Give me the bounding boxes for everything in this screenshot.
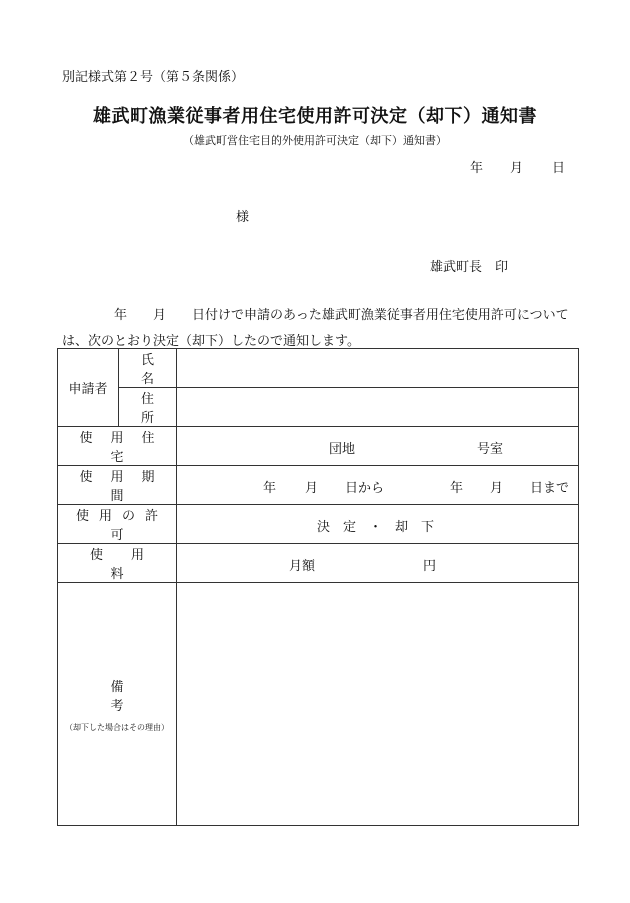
period-from-day-label: 日から	[345, 480, 385, 496]
table-row	[58, 388, 579, 427]
period-from-month-label: 月	[305, 480, 319, 496]
permission-label: 使用の許可	[58, 505, 177, 544]
period-to-day-label: 日まで	[530, 480, 570, 496]
address-value-cell[interactable]	[177, 388, 579, 427]
remarks-label-cell	[58, 583, 177, 826]
period-value-cell[interactable]	[177, 466, 579, 505]
fee-label: 使用料	[58, 544, 177, 583]
fee-yen-label: 円	[423, 558, 437, 574]
address-label: 住所	[119, 388, 177, 427]
date-month-label: 月	[510, 161, 524, 176]
table-row	[58, 427, 579, 466]
issuer-name-seal: 雄武町長 印	[430, 260, 509, 275]
fee-monthly-label: 月額	[289, 558, 316, 574]
table-row	[58, 466, 579, 505]
remarks-note: （却下した場合はその理由）	[65, 722, 169, 732]
document-subtitle: （雄武町営住宅目的外使用許可決定（却下）通知書）	[183, 134, 447, 147]
permission-value: 決 定 ・ 却 下	[317, 519, 435, 535]
addressee-honorific: 様	[236, 210, 250, 225]
housing-danchi-label: 団地	[329, 441, 356, 457]
notice-table	[57, 348, 579, 826]
period-to-year-label: 年	[450, 480, 464, 496]
table-row	[58, 583, 579, 826]
housing-label: 使用住宅	[58, 427, 177, 466]
table-row	[58, 349, 579, 388]
date-year-label: 年	[470, 161, 484, 176]
name-label: 氏名	[119, 349, 177, 388]
period-from-year-label: 年	[263, 480, 277, 496]
document-title: 雄武町漁業従事者用住宅使用許可決定（却下）通知書	[93, 106, 537, 127]
form-number: 別記様式第２号（第５条関係）	[62, 70, 245, 85]
applicant-label: 申請者	[58, 349, 119, 427]
table-row	[58, 505, 579, 544]
name-value-cell[interactable]	[177, 349, 579, 388]
housing-room-label: 号室	[477, 441, 504, 457]
permission-value-cell[interactable]	[177, 505, 579, 544]
remarks-label: 備考	[110, 679, 162, 714]
table-row	[58, 544, 579, 583]
remarks-value-cell[interactable]	[177, 583, 579, 826]
notice-body-text: 年 月 日付けで申請のあった雄武町漁業従事者用住宅使用許可については、次のとおり決定（却下）したので通知します。	[62, 308, 569, 349]
date-day-label: 日	[552, 161, 566, 176]
fee-value-cell[interactable]	[177, 544, 579, 583]
period-to-month-label: 月	[490, 480, 504, 496]
period-label: 使用期間	[58, 466, 177, 505]
housing-value-cell[interactable]	[177, 427, 579, 466]
